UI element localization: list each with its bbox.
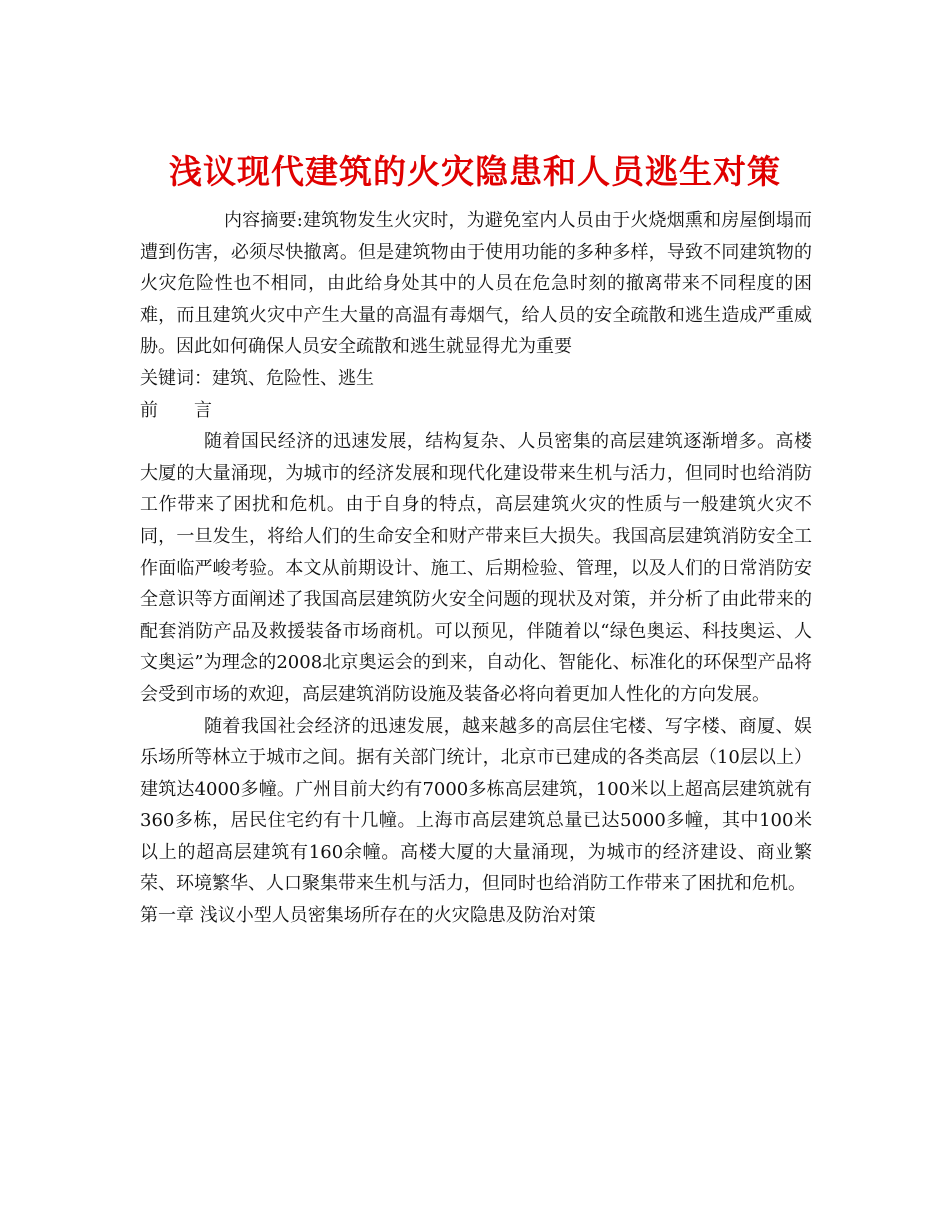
abstract-paragraph: 内容摘要:建筑物发生火灾时，为避免室内人员由于火烧烟熏和房屋倒塌而遭到伤害，必须尽快撤离。但是建筑物由于使用功能的多种多样，导致不同建筑物的火灾危险性也不相同，由此给身处其中的人员在危急时刻的撤离带来不同程度的困难，而且建筑火灾中产生大量的高温有毒烟气，给人员的安全疏散和逃生造成严重威胁。因此如何确保人员安全疏散和逃生就显得尤为重要 [140, 210, 812, 358]
keywords-line: 关键词：建筑、危险性、逃生 [140, 367, 374, 389]
body-paragraph-1: 随着国民经济的迅速发展，结构复杂、人员密集的高层建筑逐渐增多。高楼大厦的大量涌现，为城市的经济发展和现代化建设带来生机与活力，但同时也给消防工作带来了困扰和危机。由于自身的特点，高层建筑火灾的性质与一般建筑火灾不同，一旦发生，将给人们的生命安全和财产带来巨大损失。我国高层建筑消防安全工作面临严峻考验。本文从前期设计、施工、后期检验、管理，以及人们的日常消防安全意识等方面阐述了我国高层建筑防火安全问题的现状及对策，并分析了由此带来的配套消防产品及救援装备市场商机。可以预见，伴随着以“绿色奥运、科技奥运、人文奥运”为理念的2008北京奥运会的到来，自动化、智能化、标准化的环保型产品将会受到市场的欢迎，高层建筑消防设施及装备必将向着更加人性化的方向发展。 [140, 431, 812, 705]
chapter-heading: 第一章 浅议小型人员密集场所存在的火灾隐患及防治对策 [140, 905, 596, 927]
document-title: 浅议现代建筑的火灾隐患和人员逃生对策 [169, 152, 781, 192]
preface-heading [140, 395, 812, 427]
preface-char-1: 前 [140, 399, 158, 421]
preface-char-2: 言 [194, 399, 212, 421]
document-body [140, 205, 812, 932]
body-paragraph-2: 随着我国社会经济的迅速发展，越来越多的高层住宅楼、写字楼、商厦、娱乐场所等林立于城市之间。据有关部门统计，北京市已建成的各类高层（10层以上）建筑达4000多幢。广州目前大约有7000多栋高层建筑，100米以上超高层建筑就有360多栋，居民住宅约有十几幢。上海市高层建筑总量已达5000多幢，其中100米以上的超高层建筑有160余幢。高楼大厦的大量涌现，为城市的经济建设、商业繁荣、环境繁华、人口聚集带来生机与活力，但同时也给消防工作带来了困扰和危机。 [140, 715, 812, 895]
